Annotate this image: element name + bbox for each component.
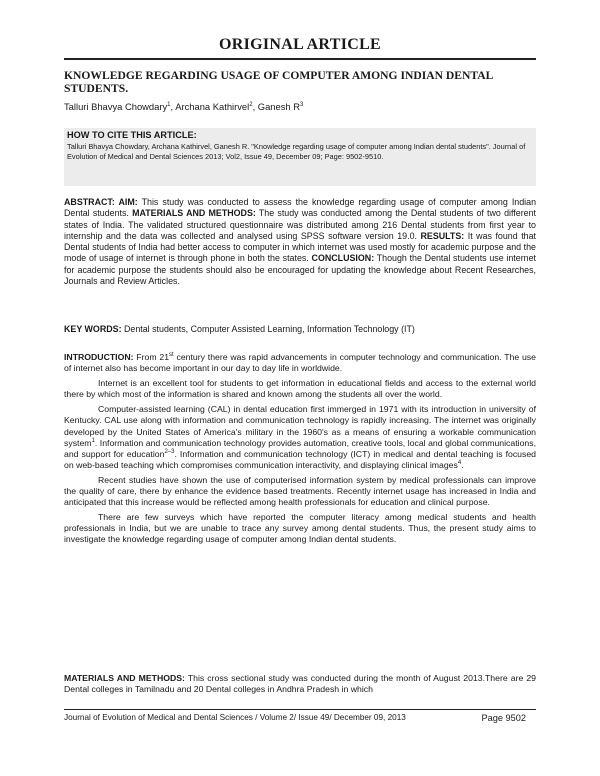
methods-label: MATERIALS AND METHODS:	[64, 673, 185, 683]
paragraph-text: . Information and communication technology provides automation, creative tools, local and global communications, and support for education	[64, 437, 536, 459]
author-name: Archana Kathirvel	[175, 101, 250, 112]
author-name: Ganesh R	[257, 101, 300, 112]
abstract-results-text: It was found that Dental students of India had better access to computer in which internet was used mostly for academic purpose and the mode of usage of internet is through phone in both the states.	[64, 230, 536, 264]
abstract-conclusion-text: Though the Dental students use internet for academic purpose the students should also be encouraged for updating the knowledge about Recent Researches, Journals and Review Articles.	[64, 253, 536, 287]
citation-ref: 1	[91, 437, 95, 444]
abstract-aim-label: ABSTRACT: AIM:	[64, 197, 138, 207]
citation-text: Talluri Bhavya Chowdary, Archana Kathirvel, Ganesh R. "Knowledge regarding usage of computer among Indian dental students". Journal of Evolution of Medical and Dental Sciences 2013; Vol2, Issue 49, December 09; Page: 9502-9510.	[67, 142, 526, 161]
abstract-conclusion-label: CONCLUSION:	[311, 253, 375, 264]
paragraph-methods	[64, 673, 536, 695]
paragraph-text: From 21	[133, 352, 170, 362]
abstract-methods-text: The study was conducted among the Dental students of two different states of India. The validated structured questionnaire was distributed among 216 Dental students from first year to internship and the data was collected and analysed using SPSS software version 19.0.	[64, 208, 536, 241]
author-affiliation-mark: 2	[249, 101, 253, 108]
keywords	[64, 324, 536, 335]
paragraph-text: .	[461, 459, 464, 470]
abstract-aim-text: This study was conducted to assess the knowledge regarding usage of computer among Indian Dental students.	[64, 197, 537, 219]
author-affiliation-mark: 3	[300, 101, 304, 108]
article-type-heading: ORIGINAL ARTICLE	[218, 36, 382, 53]
keywords-text: Dental students, Computer Assisted Learning, Information Technology (IT)	[121, 324, 415, 334]
paragraph	[64, 404, 536, 471]
footer-rule	[64, 709, 536, 710]
paragraph: There are few surveys which have reported the computer literacy among medical students and health professionals in India, but we are unable to trace any survey among dental students. Thus, the present study aims to investigate the knowledge regarding usage of computer among Indian dental students.	[64, 512, 536, 545]
introduction-label: INTRODUCTION:	[64, 352, 134, 362]
citation-heading: HOW TO CITE THIS ARTICLE:	[67, 130, 197, 140]
paragraph-text: century there was rapid advancements in computer technology and communication. The use of internet also has become important in our day to day life in worldwide.	[64, 352, 536, 374]
page-number: Page 9502	[481, 713, 526, 723]
paragraph: Recent studies have shown the use of computerised information system by medical professionals can improve the quality of care, there by enhance the evidence based treatments. Recently internet usage has increased in India and anticipated that this increase would be reflected among health professionals for education and clinical purpose.	[64, 474, 536, 508]
abstract	[64, 197, 536, 287]
paragraph: Internet is an excellent tool for students to get information in educational fields and access to the external world there by which most of the information is shared and known among the students all over the world.	[64, 378, 536, 400]
author-affiliation-mark: 1	[167, 101, 171, 108]
article-title: KNOWLEDGE REGARDING USAGE OF COMPUTER AMONG INDIAN DENTAL STUDENTS.	[64, 69, 493, 95]
paragraph-text: This cross sectional study was conducted during the month of August 2013.There are 29 Dental colleges in Tamilnadu and 20 Dental colleges in Andhra Pradesh in which	[64, 673, 537, 695]
footer-journal: Journal of Evolution of Medical and Dental Sciences / Volume 2/ Issue 49/ December 09, 2013	[64, 713, 406, 722]
abstract-methods-label: MATERIALS AND METHODS:	[132, 208, 256, 219]
paragraph-introduction	[64, 352, 536, 374]
abstract-results-label: RESULTS:	[420, 230, 465, 241]
superscript: st	[169, 352, 174, 359]
author-list: Talluri Bhavya Chowdary$^1$, Archana Kathirvel$^2$, Ganesh $R^3$	[64, 101, 304, 112]
article-body	[64, 352, 536, 550]
citation-box	[64, 128, 536, 186]
citation-ref: 2–3	[164, 448, 175, 455]
citation-ref: 4	[457, 459, 462, 466]
keywords-label: KEY WORDS:	[64, 324, 122, 334]
paragraph-text: . Information and communication technology (ICT) in medical and dental teaching is focused on web-based teaching which compromises communication interactivity, and displaying clinical images	[64, 448, 537, 470]
header-rule	[64, 58, 536, 60]
author-name: Talluri Bhavya Chowdary	[64, 101, 168, 112]
paragraph-text: Computer-assisted learning (CAL) in dental education first immerged in 1971 with its introduction in university of Kentucky. CAL use along with information and communication technology is rapidly increasing. The internet was originally developed by the United States of America's military in the 1960's as a means of ensuring a workable communication system	[64, 404, 536, 448]
